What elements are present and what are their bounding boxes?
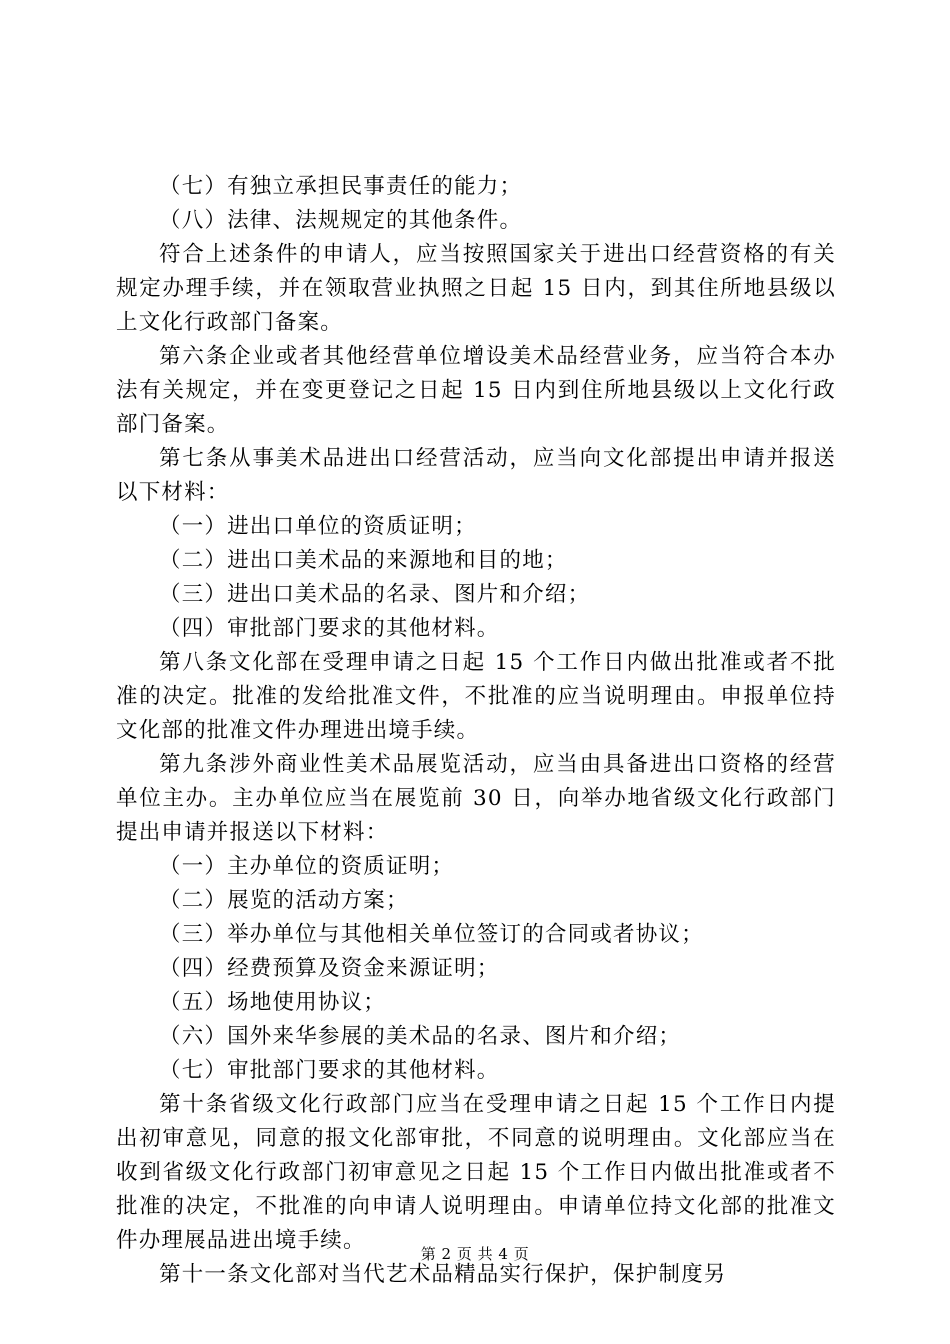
paragraph: 第八条文化部在受理申请之日起 15 个工作日内做出批准或者不批准的决定。批准的发给批准文件，不批准的应当说明理由。申报单位持文化部的批准文件办理进出境手续。 bbox=[116, 650, 836, 743]
list-item: （七）有独立承担民事责任的能力； bbox=[159, 174, 523, 199]
paragraph: 第六条企业或者其他经营单位增设美术品经营业务，应当符合本办法有关规定，并在变更登记之日起 15 日内到住所地县级以上文化行政部门备案。 bbox=[116, 344, 836, 437]
list-item: （七）审批部门要求的其他材料。 bbox=[159, 1058, 500, 1083]
list-item: （五）场地使用协议； bbox=[159, 990, 387, 1015]
paragraph: 第十条省级文化行政部门应当在受理申请之日起 15 个工作日内提出初审意见，同意的报文化部审批，不同意的说明理由。文化部应当在收到省级文化行政部门初审意见之日起 15 个工作日内做出批准或者不批准的决定，不批准的向申请人说明理由。申请单位持文化部的批准文件办理展品进出境手续。 bbox=[116, 1092, 836, 1253]
list-item: （三）举办单位与其他相关单位签订的合同或者协议； bbox=[159, 922, 704, 947]
paragraph: 第十一条文化部对当代艺术品精品实行保护，保护制度另 bbox=[159, 1262, 727, 1287]
document-body bbox=[116, 170, 836, 1292]
list-item: （三）进出口美术品的名录、图片和介绍； bbox=[159, 582, 591, 607]
paragraph: 第九条涉外商业性美术品展览活动，应当由具备进出口资格的经营单位主办。主办单位应当在展览前 30 日，向举办地省级文化行政部门提出申请并报送以下材料： bbox=[116, 752, 836, 845]
list-item: （四）审批部门要求的其他材料。 bbox=[159, 616, 500, 641]
list-item: （四）经费预算及资金来源证明； bbox=[159, 956, 500, 981]
list-item: （二）展览的活动方案； bbox=[159, 888, 409, 913]
list-item: （一）进出口单位的资质证明； bbox=[159, 514, 477, 539]
page-number-footer: 第 2 页 共 4 页 bbox=[420, 1245, 530, 1263]
list-item: （一）主办单位的资质证明； bbox=[159, 854, 455, 879]
list-item: （八）法律、法规规定的其他条件。 bbox=[159, 208, 523, 233]
paragraph: 第七条从事美术品进出口经营活动，应当向文化部提出申请并报送以下材料： bbox=[116, 446, 836, 505]
list-item: （六）国外来华参展的美术品的名录、图片和介绍； bbox=[159, 1024, 682, 1049]
paragraph: 符合上述条件的申请人，应当按照国家关于进出口经营资格的有关规定办理手续，并在领取营业执照之日起 15 日内，到其住所地县级以上文化行政部门备案。 bbox=[116, 242, 836, 335]
list-item: （二）进出口美术品的来源地和目的地； bbox=[159, 548, 568, 573]
